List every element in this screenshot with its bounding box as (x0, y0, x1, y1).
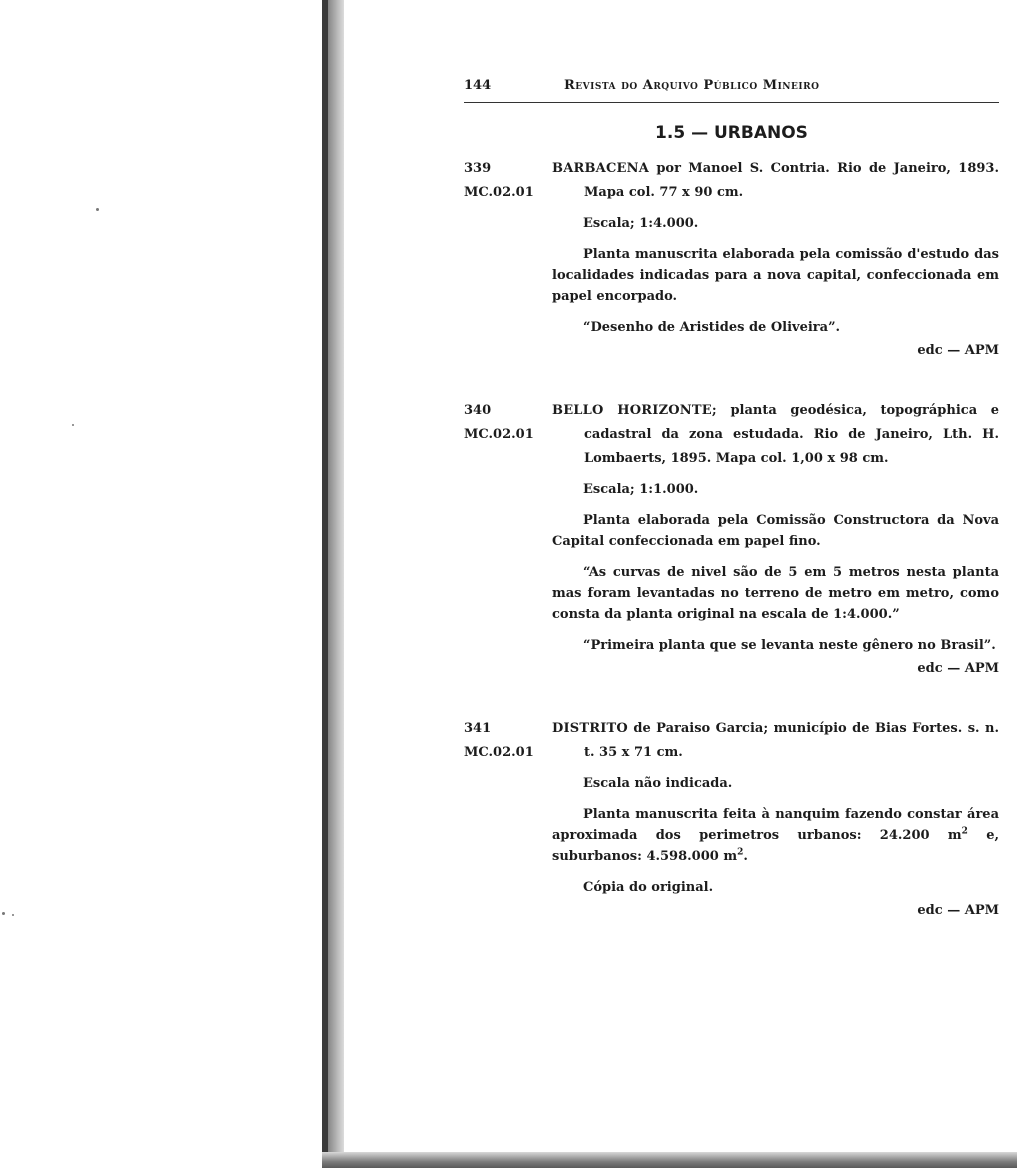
superscript: 2 (737, 847, 744, 858)
entry-scale: Escala não indicada. (583, 776, 733, 791)
scan-speck (72, 424, 74, 426)
page-bottom-edge (322, 1152, 1017, 1168)
entry-identifiers (464, 157, 550, 205)
entry-lead: DISTRITO (552, 721, 628, 736)
superscript: 2 (961, 826, 968, 837)
scan-speck (12, 914, 14, 916)
section-title: 1.5 — URBANOS (655, 123, 808, 143)
entry-scale: Escala; 1:1.000. (583, 482, 699, 497)
entry-code: MC.02.01 (464, 745, 534, 760)
entry-identifiers (464, 399, 550, 447)
entry-heading (552, 157, 999, 205)
entry-body (552, 399, 999, 679)
paragraph-text: . (743, 849, 748, 864)
entry-credit: edc — APM (917, 903, 999, 918)
entry-identifiers (464, 717, 550, 765)
entry-number: 339 (464, 161, 492, 176)
entry-heading (552, 399, 999, 471)
entry-paragraph: “Primeira planta que se levanta neste gênero no Brasil”. (583, 638, 996, 653)
catalog-entry (464, 717, 999, 921)
catalog-entry (464, 157, 999, 361)
scan-speck (96, 208, 99, 211)
entry-heading-text: planta geodésica, topográphica e cadastral da zona estudada. Rio de Janeiro, Lth. H. Lombaerts, 1895. Mapa col. 1,00 x 98 cm. (584, 403, 999, 466)
entry-heading-text: de Paraiso Garcia; município de Bias Fortes. s. n. t. 35 x 71 cm. (584, 721, 999, 760)
entry-number: 340 (464, 403, 492, 418)
gutter-shadow (322, 0, 328, 1168)
entry-credit: edc — APM (917, 343, 999, 358)
entry-paragraph: “Desenho de Aristides de Oliveira”. (583, 320, 841, 335)
entry-paragraph: “As curvas de nivel são de 5 em 5 metros nesta planta mas foram levantadas no terreno de metro em metro, como consta da planta original na escala de 1:4.000.” (552, 565, 999, 622)
paragraph-text: Planta manuscrita feita à nanquim fazendo constar área aproximada dos perimetros urbanos: 24.200 m (552, 807, 999, 843)
entry-paragraph: Planta manuscrita elaborada pela comissão d'estudo das localidades indicadas para a nova capital, confeccionada em papel encorpado. (552, 247, 999, 304)
book-page (464, 78, 999, 921)
entry-body (552, 157, 999, 361)
entry-body (552, 717, 999, 921)
entry-number: 341 (464, 721, 492, 736)
entry-paragraph: Planta elaborada pela Comissão Constructora da Nova Capital confeccionada em papel fino. (552, 513, 999, 549)
paragraph-text: e, suburbanos: 4.598.000 m (552, 828, 999, 864)
entry-lead: BARBACENA (552, 161, 649, 176)
running-head (464, 78, 999, 103)
journal-title: Revista do Arquivo Público Mineiro (564, 78, 820, 93)
entry-code: MC.02.01 (464, 185, 534, 200)
scan-speck (2, 912, 5, 915)
entry-scale: Escala; 1:4.000. (583, 216, 699, 231)
entry-credit: edc — APM (917, 661, 999, 676)
entry-note: Cópia do original. (583, 880, 714, 895)
entry-lead: BELLO HORIZONTE; (552, 403, 717, 418)
catalog-entry (464, 399, 999, 679)
page-number: 144 (464, 78, 492, 93)
entry-heading-text: por Manoel S. Contria. Rio de Janeiro, 1893. Mapa col. 77 x 90 cm. (584, 161, 999, 200)
entry-heading (552, 717, 999, 765)
entry-paragraph (552, 804, 999, 867)
entry-code: MC.02.01 (464, 427, 534, 442)
